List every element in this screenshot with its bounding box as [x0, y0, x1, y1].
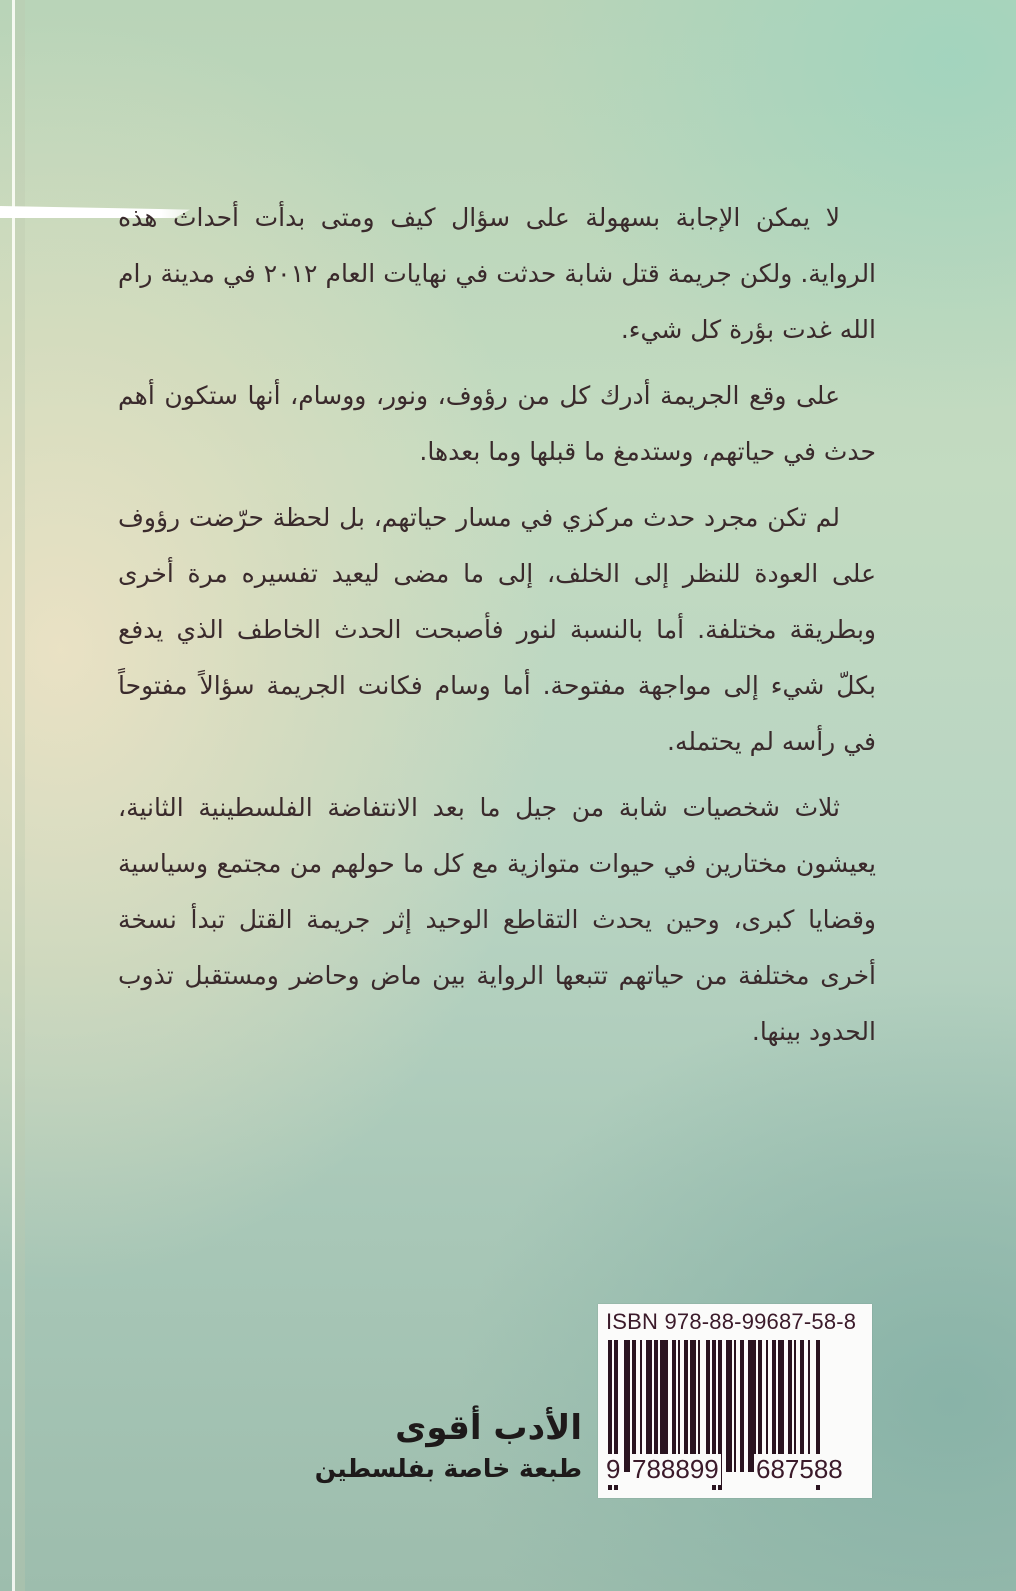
isbn-barcode-label — [598, 1304, 872, 1498]
isbn-number: ISBN 978-88-99687-58-8 — [606, 1309, 857, 1334]
barcode-bar — [734, 1340, 736, 1472]
blurb-paragraph-3: لم تكن مجرد حدث مركزي في مسار حياتهم، بل لحظة حرّضت رؤوف على العودة للنظر إلى الخلف، إلى ما مضى ليعيد تفسيره مرة أخرى وبطريقة مختلفة. أما بالنسبة لنور فأصبحت الحدث الخاطف الذي يدفع بكلّ شيء إلى مواجهة مفتوحة. أما وسام فكانت الجريمة سؤالاً مفتوحاً في رأسه لم يحتمله. — [118, 503, 876, 756]
barcode-bar — [698, 1340, 700, 1472]
barcode-bar — [624, 1340, 630, 1472]
ean-first-digit: 9 — [606, 1454, 621, 1484]
barcode-bar — [678, 1340, 680, 1472]
barcode-bar — [640, 1340, 642, 1472]
barcode-bar — [778, 1340, 784, 1472]
barcode-bar — [690, 1340, 696, 1472]
edition-note: طبعة خاصة بفلسطين — [314, 1454, 582, 1483]
blurb-paragraph-2: على وقع الجريمة أدرك كل من رؤوف، ونور، ووسام، أنها ستكون أهم حدث في حياتهم، وستدمغ ما قبلها وما بعدها. — [118, 381, 876, 466]
barcode-bar — [766, 1340, 768, 1472]
barcode-bar — [654, 1340, 658, 1472]
barcode-bar — [748, 1340, 756, 1472]
barcode-bar — [772, 1340, 776, 1472]
ean-digits — [604, 1454, 866, 1490]
publisher-name: الأدب أقوى — [395, 1408, 582, 1448]
back-cover-blurb — [118, 190, 876, 1070]
blurb-paragraph-4: ثلاث شخصيات شابة من جيل ما بعد الانتفاضة الفلسطينية الثانية، يعيشون مختارين في حيوات متوازية مع كل ما حولهم من مجتمع وسياسية وقضايا كبرى، وحين يحدث التقاطع الوحيد إثر جريمة القتل تبدأ نسخة أخرى مختلفة من حياتهم تتبعها الرواية بين ماض وحاضر ومستقبل تذوب الحدود بينها. — [118, 793, 876, 1046]
barcode-bar — [758, 1340, 762, 1472]
barcode-bar — [672, 1340, 676, 1472]
barcode-bar — [800, 1340, 804, 1472]
barcode-bar — [646, 1340, 652, 1472]
blurb-paragraph-1: لا يمكن الإجابة بسهولة على سؤال كيف ومتى بدأت أحداث هذه الرواية. ولكن جريمة قتل شابة حدثت في نهايات العام ٢٠١٢ في مدينة رام الله غدت بؤرة كل شيء. — [118, 203, 877, 344]
barcode-bar — [660, 1340, 668, 1472]
barcode-bar — [788, 1340, 792, 1472]
barcode-bar — [632, 1340, 636, 1472]
barcode-bar — [726, 1340, 732, 1472]
publisher-block — [315, 1405, 582, 1487]
barcode-bar — [808, 1340, 810, 1472]
barcode-bar — [684, 1340, 688, 1472]
spine-shade — [15, 0, 25, 1591]
barcode-bar — [794, 1340, 796, 1472]
barcode-bar — [706, 1340, 710, 1472]
barcode-bar — [740, 1340, 744, 1472]
ean-left-group: 788899 — [632, 1454, 719, 1484]
ean-right-group: 687588 — [756, 1454, 843, 1484]
